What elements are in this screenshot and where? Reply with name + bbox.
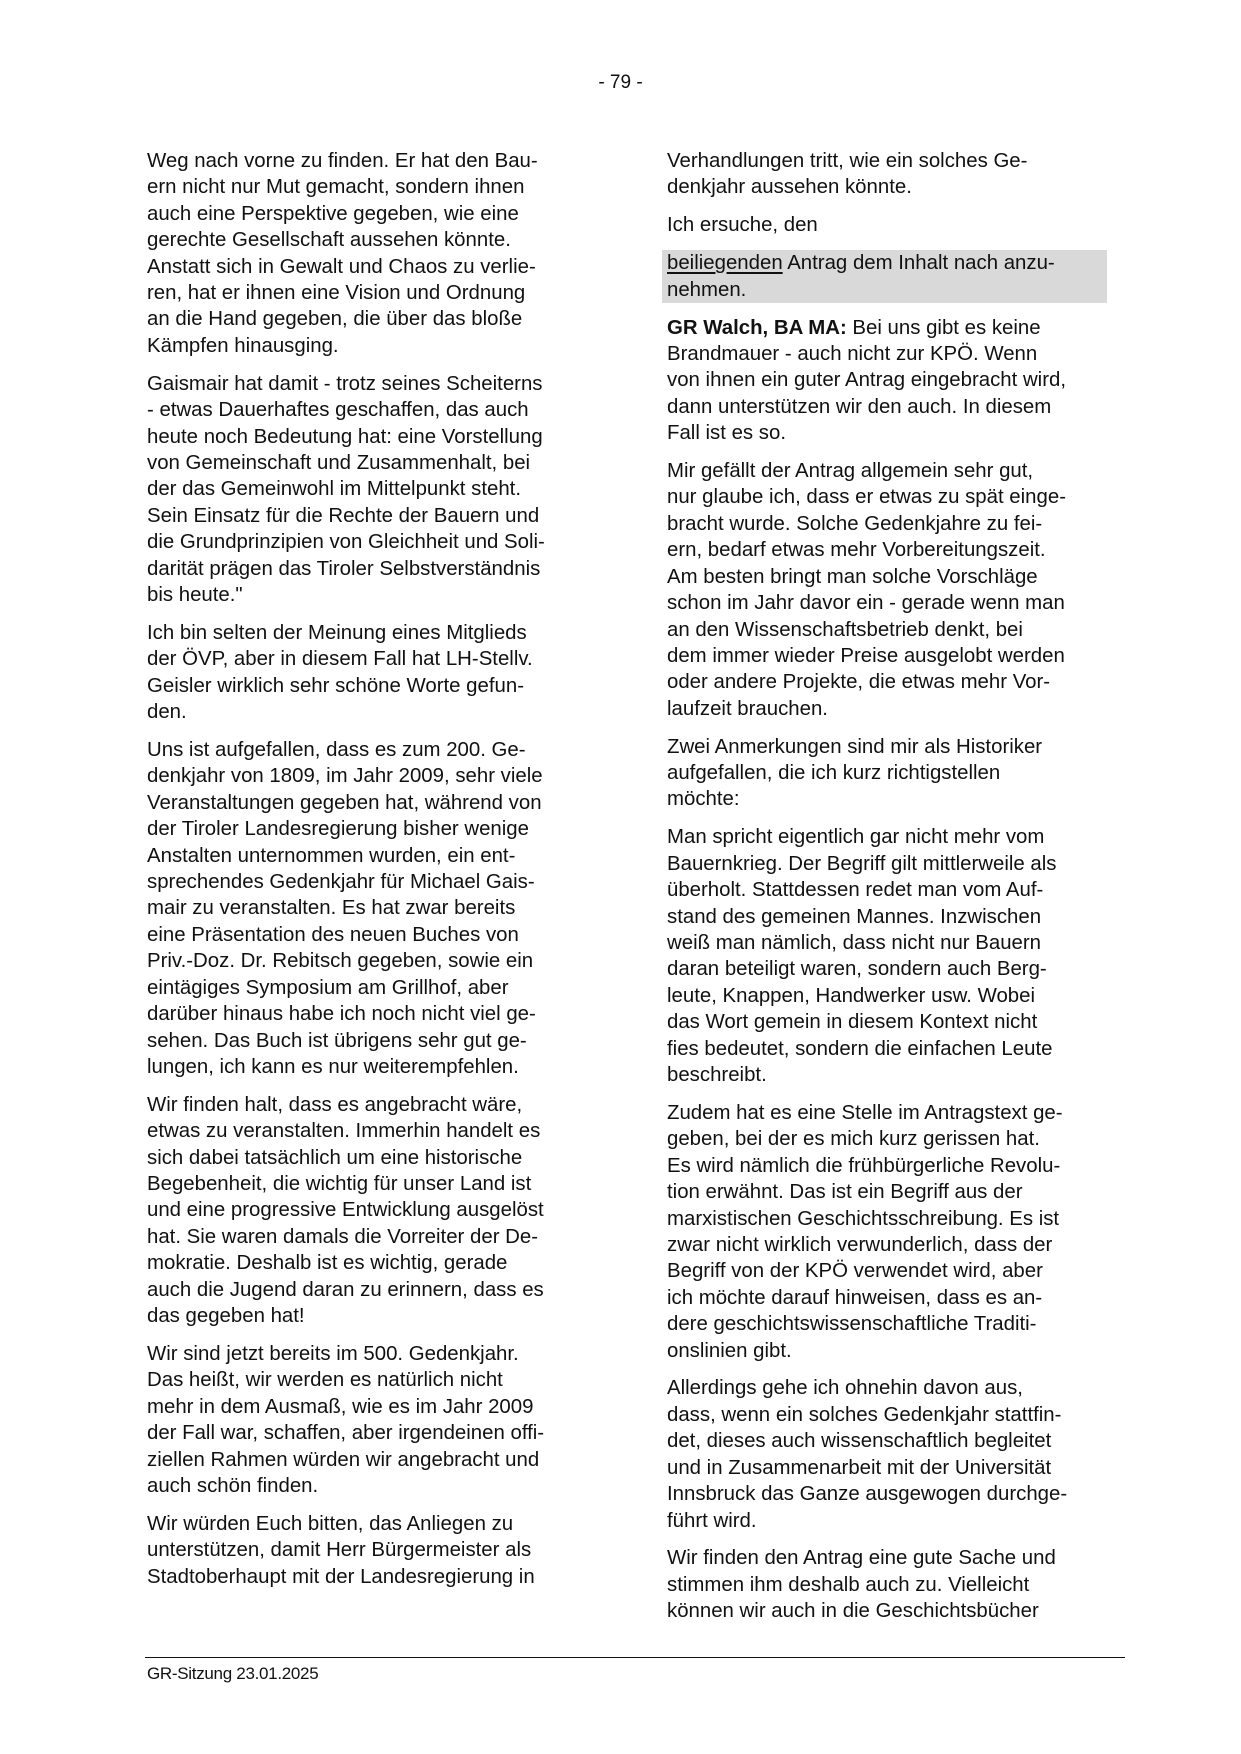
text-line: mair zu veranstalten. Es hat zwar bereits [147, 897, 516, 920]
text-line: onslinien gibt. [667, 1339, 792, 1362]
text-line: eintägiges Symposium am Grillhof, aber [147, 976, 509, 999]
text-line: Geisler wirklich sehr schöne Worte gefun- [147, 674, 524, 697]
text-line: die Grundprinzipien von Gleichheit und Soli- [147, 531, 545, 554]
text-line: Gaismair hat damit - trotz seines Scheiterns [147, 372, 543, 395]
text-line: können wir auch in die Geschichtsbücher [667, 1600, 1039, 1623]
paragraph [147, 737, 587, 1080]
text-line: daran beteiligt waren, sondern auch Berg- [667, 958, 1047, 981]
text-line: Anstatt sich in Gewalt und Chaos zu verlie- [147, 255, 536, 278]
text-line: Wir sind jetzt bereits im 500. Gedenkjahr. [147, 1342, 519, 1365]
text-line: gerechte Gesellschaft aussehen könnte. [147, 229, 511, 252]
text-line: und eine progressive Entwicklung ausgelöst [147, 1199, 544, 1222]
text-line: Zwei Anmerkungen sind mir als Historiker [667, 735, 1043, 758]
text-line: bis heute." [147, 584, 243, 606]
paragraph [147, 1341, 587, 1499]
text-line: aufgefallen, die ich kurz richtigstellen [667, 762, 1001, 785]
text-line: sich dabei tatsächlich um eine historische [147, 1146, 523, 1169]
text-line: ich möchte darauf hinweisen, dass es an- [667, 1286, 1043, 1309]
speaker-paragraph [667, 315, 1117, 447]
speaker-first-line [667, 315, 1117, 341]
footer-divider [145, 1657, 1125, 1658]
speaker-name: GR Walch, BA MA: [667, 316, 847, 339]
paragraph [667, 1545, 1117, 1624]
text-line: beschreibt. [667, 1064, 767, 1086]
paragraph [667, 458, 1117, 722]
text-line: Weg nach vorne zu finden. Er hat den Bau- [147, 150, 538, 172]
text-line: heute noch Bedeutung hat: eine Vorstellung [147, 425, 543, 448]
text-line: auch eine Perspektive gegeben, wie eine [147, 202, 519, 225]
text-line: nur glaube ich, dass er etwas zu spät einge- [667, 486, 1066, 509]
right-column [667, 148, 1117, 1636]
text-line: Uns ist aufgefallen, dass es zum 200. Ge- [147, 739, 526, 762]
text-line: mokratie. Deshalb ist es wichtig, gerade [147, 1252, 508, 1275]
text-line: ern, bedarf etwas mehr Vorbereitungszeit. [667, 539, 1046, 562]
paragraph [147, 1092, 587, 1330]
text-line: denkjahr aussehen könnte. [667, 176, 912, 199]
text-line: Zudem hat es eine Stelle im Antragstext ge- [667, 1101, 1063, 1124]
text-line: und in Zusammenarbeit mit der Universität [667, 1456, 1052, 1479]
text-line: bracht wurde. Solche Gedenkjahre zu fei- [667, 512, 1043, 535]
text-line: Brandmauer - auch nicht zur KPÖ. Wenn [667, 342, 1038, 365]
left-column [147, 148, 587, 1602]
motion-highlight-block [662, 250, 1107, 303]
text-line: fies bedeutet, sondern die einfachen Leute [667, 1037, 1053, 1060]
text-line: dass, wenn ein solches Gedenkjahr stattfin- [667, 1403, 1062, 1426]
text-line: Kämpfen hinausging. [147, 334, 339, 357]
text-line: auch die Jugend daran zu erinnern, dass es [147, 1278, 544, 1301]
paragraph [667, 824, 1117, 1088]
text-line: mehr in dem Ausmaß, wie es im Jahr 2009 [147, 1395, 534, 1418]
text-line: der Fall war, schaffen, aber irgendeinen offi- [147, 1422, 545, 1445]
text-line: det, dieses auch wissenschaftlich begleitet [667, 1430, 1052, 1453]
text-line: führt wird. [667, 1509, 757, 1532]
text-line: auch schön finden. [147, 1475, 319, 1497]
intro-paragraph [667, 148, 1117, 201]
text-line: stand des gemeinen Mannes. Inzwischen [667, 905, 1042, 928]
text-line: weiß man nämlich, dass nicht nur Bauern [667, 931, 1042, 954]
text-line: lungen, ich kann es nur weiterempfehlen. [147, 1055, 519, 1078]
text-line: Verhandlungen tritt, wie ein solches Ge- [667, 150, 1028, 172]
text-line: darität prägen das Tiroler Selbstverständnis [147, 557, 541, 580]
text-line: laufzeit brauchen. [667, 697, 828, 720]
text-line: ern nicht nur Mut gemacht, sondern ihnen [147, 176, 525, 199]
text-line: leute, Knappen, Handwerker usw. Wobei [667, 984, 1036, 1007]
text-line: Anstalten unternommen wurden, ein ent- [147, 844, 516, 867]
text-line: darüber hinaus habe ich noch nicht viel ge- [147, 1003, 536, 1026]
motion-line [667, 250, 1107, 276]
speaker-first-line-rest: Bei uns gibt es keine [846, 316, 1041, 339]
paragraph [667, 1100, 1117, 1364]
text-line: das gegeben hat! [147, 1305, 305, 1328]
text-line: von ihnen ein guter Antrag eingebracht wird, [667, 369, 1067, 392]
text-line: ziellen Rahmen würden wir angebracht und [147, 1448, 540, 1471]
text-line: Begebenheit, die wichtig für unser Land ist [147, 1173, 532, 1196]
text-line: dann unterstützen wir den auch. In diesem [667, 395, 1052, 418]
text-line: dere geschichtswissenschaftliche Traditi- [667, 1313, 1037, 1336]
text-line: eine Präsentation des neuen Buches von [147, 923, 519, 946]
text-line: Allerdings gehe ich ohnehin davon aus, [667, 1377, 1023, 1400]
paragraph [667, 734, 1117, 813]
text-line: Veranstaltungen gegeben hat, während von [147, 791, 542, 814]
text-line: den. [147, 701, 187, 724]
motion-line: nehmen. [667, 278, 747, 301]
text-line: sprechendes Gedenkjahr für Michael Gais- [147, 871, 535, 894]
text-line: von Gemeinschaft und Zusammenhalt, bei [147, 451, 531, 474]
text-line: möchte: [667, 788, 740, 811]
text-line: Priv.-Doz. Dr. Rebitsch gegeben, sowie ein [147, 950, 534, 973]
text-line: Bauernkrieg. Der Begriff gilt mittlerweile als [667, 852, 1057, 875]
motion-underlined-word: beiliegenden [667, 252, 783, 275]
text-line: etwas zu veranstalten. Immerhin handelt es [147, 1120, 541, 1143]
paragraph [147, 148, 587, 359]
text-line: Wir finden den Antrag eine gute Sache und [667, 1547, 1056, 1570]
text-line: der Tiroler Landesregierung bisher wenige [147, 818, 529, 841]
text-line: hat. Sie waren damals die Vorreiter der De- [147, 1225, 539, 1248]
paragraph [147, 371, 587, 609]
text-line: Wir finden halt, dass es angebracht wäre, [147, 1093, 523, 1116]
text-line: stimmen ihm deshalb auch zu. Vielleicht [667, 1573, 1030, 1596]
paragraph [147, 1511, 587, 1590]
text-line: der ÖVP, aber in diesem Fall hat LH-Stellv. [147, 648, 533, 671]
text-line: an die Hand gegeben, die über das bloße [147, 308, 523, 331]
text-line: ren, hat er ihnen eine Vision und Ordnung [147, 282, 526, 305]
text-line: Fall ist es so. [667, 422, 786, 445]
text-line: denkjahr von 1809, im Jahr 2009, sehr viele [147, 765, 543, 788]
text-line: marxistischen Geschichtsschreibung. Es ist [667, 1207, 1060, 1230]
motion-line-rest: Antrag dem Inhalt nach anzu- [782, 252, 1055, 275]
request-paragraph [667, 212, 1117, 238]
text-line: Man spricht eigentlich gar nicht mehr vom [667, 826, 1045, 849]
text-line: Stadtoberhaupt mit der Landesregierung in [147, 1565, 535, 1588]
text-line: oder andere Projekte, die etwas mehr Vor- [667, 671, 1051, 694]
text-line: schon im Jahr davor ein - gerade wenn man [667, 592, 1065, 615]
text-line: überholt. Stattdessen redet man vom Auf- [667, 879, 1044, 902]
text-line: dem immer wieder Preise ausgelobt werden [667, 644, 1065, 667]
text-line: Ich bin selten der Meinung eines Mitglieds [147, 621, 527, 644]
text-line: der das Gemeinwohl im Mittelpunkt steht. [147, 478, 521, 501]
right-column-paragraphs [667, 458, 1117, 1625]
text-line: Am besten bringt man solche Vorschläge [667, 565, 1038, 588]
text-line: das Wort gemein in diesem Kontext nicht [667, 1011, 1038, 1034]
text-line: Innsbruck das Ganze ausgewogen durchge- [667, 1483, 1068, 1506]
text-line: Sein Einsatz für die Rechte der Bauern und [147, 504, 540, 527]
text-line: unterstützen, damit Herr Bürgermeister als [147, 1539, 532, 1562]
text-line: zwar nicht wirklich verwunderlich, dass der [667, 1233, 1053, 1256]
text-line: an den Wissenschaftsbetrieb denkt, bei [667, 618, 1023, 641]
text-line: sehen. Das Buch ist übrigens sehr gut ge- [147, 1029, 527, 1052]
text-line: - etwas Dauerhaftes geschaffen, das auch [147, 399, 529, 422]
request-text: Ich ersuche, den [667, 214, 818, 237]
text-line: Begriff von der KPÖ verwendet wird, aber [667, 1260, 1043, 1283]
footer-session-date: GR-Sitzung 23.01.2025 [147, 1664, 319, 1683]
text-line: geben, bei der es mich kurz gerissen hat. [667, 1128, 1040, 1151]
text-line: Wir würden Euch bitten, das Anliegen zu [147, 1512, 514, 1535]
paragraph [147, 620, 587, 726]
text-line: tion erwähnt. Das ist ein Begriff aus der [667, 1181, 1023, 1204]
text-line: Das heißt, wir werden es natürlich nicht [147, 1369, 503, 1392]
paragraph [667, 1375, 1117, 1533]
page-number: - 79 - [598, 72, 643, 93]
text-line: Mir gefällt der Antrag allgemein sehr gut, [667, 460, 1034, 483]
text-line: Es wird nämlich die frühbürgerliche Revolu- [667, 1154, 1061, 1177]
